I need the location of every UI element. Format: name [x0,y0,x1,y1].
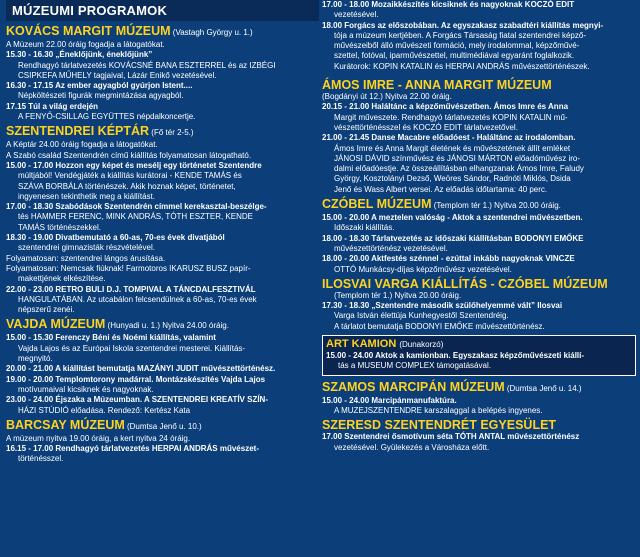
program-line: SZÁVA BORBÁLA történészek. Akik hoznak képet, történetet, [18,181,236,191]
program-line: 17.00 - 18.30 Szabódások Szentendrén címmel kerekasztal-beszélge- [6,202,267,212]
museum-title [6,418,319,434]
art-kamion-title [326,338,632,351]
program-line: 15.00 - 17.00 Hozzon egy képet és mesélj egy történetet Szentendre [6,160,262,170]
program-line: A tárlatot bemutatja BODONYI EMŐKE művészettörténész. [334,321,545,331]
program-line: HANGULATÁBAN. Az utcabálon felcsendülnek a 60-as, 70-es évek [18,294,257,304]
museum-title [6,24,319,40]
museum-section [6,24,319,122]
program-line: (Templom tér 1.) Nyitva 20.00 óráig. [334,290,462,300]
program-line: vezetésével. Gyülekezés a Városháza előtt. [334,442,490,452]
page-title: MÚZEUMI PROGRAMOK [6,0,319,21]
program-line: 17.00 Szentendrei ősmotívum séta TÓTH ANTAL művészettörténész [322,432,580,442]
museum-section [322,380,636,417]
program-line: Varga István élettúja Kunhegyestől Szentendréig. [334,311,509,321]
program-line: A Képtár 24.00 óráig fogadja a látogatókat. [6,140,158,150]
museum-section [322,78,636,195]
program-line: történésszel. [18,454,64,464]
museum-title [322,197,636,213]
program-line: HÁZI STÚDIÓ előadása. Rendező: Kertész Kata [18,405,191,415]
program-line: 15.30 - 16.30 „Éneklőjünk, éneklőjünk” [6,50,153,60]
museum-name: BARCSAY MÚZEUM [6,417,125,432]
program-line: tás a MUSEUM COMPLEX támogatásával. [338,361,491,371]
art-kamion-lines [326,351,632,372]
program-line: motívumaival kicsiknek és nagyoknak. [18,384,154,394]
program-line: Margit műveszete. Rendhagyó tárlatvezetés KOPIN KATALIN mű- [334,112,568,122]
program-line: 22.00 - 23.00 RETRO BULI D.J. TOMPIVAL A TÁNCDALFESZTIVÁL [6,284,256,294]
left-sections [6,24,319,465]
museum-name: VAJDA MÚZEUM [6,317,106,332]
museum-section [6,418,319,465]
program-line: A MUZEJSZENTENDRE karszalaggal a belépés ingyenes. [334,405,543,415]
program-line: 19.00 - 20.00 Templomtorony madárral. Montázskészítés Vajda Lajos [6,374,266,384]
program-line: 17.15 Túl a világ erdején [6,101,99,111]
museum-address: (Dumtsa Jenő u. 14.) [504,383,582,393]
program-line: vészettörténésszel és KOCZÓ EDIT tárlatvezetővel. [334,122,518,132]
program-line: OTTÓ Munkácsy-díjas képzőművész vezetésével. [334,264,512,274]
art-kamion-name: ART KAMION [326,338,397,351]
museum-section [322,277,636,332]
program-line: Ámos Imre és Anna Margit életének és művészetének állít emléket [334,143,571,153]
program-line: 18.00 - 20.00 Aktfestés szénnel - ezúttal inkább nagyoknak VINCZE [322,254,575,264]
art-kamion-box [322,335,636,376]
museum-title [322,380,636,396]
program-line: A Szabó család Szentendrén című kiállítás folyamatosan látogatható. [6,150,252,160]
museum-section [6,124,319,315]
program-line: múltjából! Vendégjáték a kiállítás kurátorai - KENDE TAMÁS és [18,171,242,181]
right-bottom-sections [322,380,636,453]
program-line: Folyamatosan: szentendrei lángos árusítása. [6,253,166,263]
right-sections [322,78,636,332]
program-line: 15.00 - 24.00 Aktok a kamionban. Egyszakasz képzőművészeti kiállí- [326,351,585,361]
museum-address: (Vastagh György u. 1.) [170,28,253,37]
program-line: 20.00 - 21.00 A kiállítást bemutatja MAZÁNYI JUDIT művészettörténész. [6,364,276,374]
program-line: 21.00 - 21.45 Danse Macabre előadóest - Haláltánc az irodalomban. [322,133,576,143]
program-line: makettjének elkészítése. [18,274,106,284]
program-line: 16.30 - 17.15 Az ember agyagból gyúrjon Istent.... [6,81,193,91]
program-line: CSIPKEFA MŰHELY tagjaival, Lázár Enikő vezetésével. [18,70,217,80]
program-line: 15.00 - 20.00 A meztelen valóság - Aktok a szentendrei művészetben. [322,213,583,223]
program-line: Rendhagyó tárlatvezetés KOVÁCSNÉ BANA ESZTERREL és az IZBÉGI [18,60,276,70]
program-line: JÁNOSI DÁVID színművész és JÁNOSI MÁRTON előadóművész iro- [334,153,580,163]
program-line: Kurátorok: KOPIN KATALIN és HERPAI ANDRÁS művészettörténészek. [334,61,590,71]
program-line: 18.30 - 19.00 Divatbemutató a 60-as, 70-es évek divatjából [6,233,225,243]
program-line: A FENYŐ-CSILLAG EGYÜTTES népdalkoncertje. [18,112,196,122]
program-line: Folyamatosan: Nemcsak fiúknak! Farmotoros IKARUSZ BUSZ papír- [6,263,251,273]
program-line: 16.15 - 17.00 Rendhagyó tárlatvezetés HERPAI ANDRÁS művészet- [6,444,259,454]
museum-name: KOVÁCS MARGIT MÚZEUM [6,24,171,38]
museum-address: (Templom tér 1.) Nyitva 20.00 óráig. [431,201,561,211]
program-line: 18.00 - 18.30 Tárlatvezetés az időszaki kiállításban BODONYI EMŐKE [322,233,584,243]
program-line: 15.00 - 15.30 Ferenczy Béni és Noémi kiállítás, valamint [6,333,216,343]
museum-address: (Hunyadi u. 1.) Nyitva 24.00 óráig. [105,321,229,331]
museum-address: (Fő tér 2-5.) [149,128,194,138]
program-line: (Bogdányi út 12.) Nyitva 22.00 óráig. [322,92,452,102]
museum-name: SZAMOS MARCIPÁN MÚZEUM [322,379,505,394]
program-line: tója a múzeum kertjében. A Forgács Társaság fiatal szentendrei képző- [334,30,586,40]
program-line: 20.15 - 21.00 Haláltánc a képzőművészetben. Ámos Imre és Anna [322,102,569,112]
museum-name: ILOSVAI VARGA KIÁLLÍTÁS - CZÓBEL MÚZEUM [322,276,608,291]
program-line: György, Kosztolányi Dezső, Weöres Sándor, Radnóti Miklós, Dsida [334,174,571,184]
right-column [322,0,636,453]
museum-section [6,317,319,415]
program-line: 17.30 - 18.30 „Szentendre második szülőhelyemmé vált” Ilosvai [322,301,563,311]
program-line: Jenő és Wass Albert versei. Az előadás időtartama: 40 perc. [334,184,548,194]
left-column [6,0,319,465]
program-line: szentendrei gimnazisták részvételével. [18,243,155,253]
program-line: 23.00 - 24.00 Éjszaka a Múzeumban. A SZENTENDREI KREATÍV SZÍN- [6,395,268,405]
program-line: Népköltészeti figurák megmintázása agyagból. [18,91,184,101]
program-line: 17.00 - 18.00 Mozaikkészítés kicsiknek és nagyoknak KOCZÓ EDIT [322,0,575,9]
program-line: megnyitó. [18,354,53,364]
museum-title [322,277,636,291]
museum-name: SZENTENDREI KÉPTÁR [6,124,150,139]
program-line: művészeiből álló művészeti formáció, mely irodalommal, képzőművé- [334,41,580,51]
art-kamion-address: (Dunakorzó) [399,340,444,350]
museum-title [322,418,636,432]
barcsay-continued [322,0,636,72]
program-line: Időszaki kiállítás. [334,223,395,233]
program-line: ingyenesen tekinthetik meg a kiállítást. [18,191,155,201]
program-line: A múzeum nyitva 19.00 óráig, a kert nyitva 24 óráig. [6,433,191,443]
museum-title [6,317,319,333]
program-line: népszerű zenéi. [18,305,75,315]
program-line: 15.00 - 24.00 Marcipánmanufaktúra. [322,395,457,405]
museum-section [322,197,636,275]
program-line: A Múzeum 22.00 óráig fogadja a látogatókat. [6,40,165,49]
museum-name: ÁMOS IMRE - ANNA MARGIT MÚZEUM [322,78,552,93]
program-line: dalmi előadóestje. Az összeállításban elhangzanak Ámos Imre, Faludy [334,164,584,174]
program-line: vezetésével. [334,10,379,20]
museum-title [322,78,636,92]
museum-name: CZÓBEL MÚZEUM [322,197,432,212]
program-line: 18.00 Forgács az előszobában. Az egyszakasz szabadtéri kiállítás megnyi- [322,20,604,30]
program-line: tés HAMMER FERENC, MINK ANDRÁS, TÓTH ESZTER, KENDE [18,212,253,222]
museum-section [322,418,636,453]
program-line: művészettörténész vezetésével. [334,243,448,253]
program-line: TAMÁS történészekkel. [18,222,101,232]
program-line: szettel, fotóval, iparművészettel, multimédiával egyaránt foglalkozik. [334,51,575,61]
museum-address: (Dumtsa Jenő u. 10.) [124,421,202,431]
museum-title [6,124,319,140]
program-line: Vajda Lajos és az Európai Iskola szentendrei mesterei. Kiállítás- [18,343,246,353]
museum-name: SZERESD SZENTENDRÉT EGYESÜLET [322,418,557,433]
